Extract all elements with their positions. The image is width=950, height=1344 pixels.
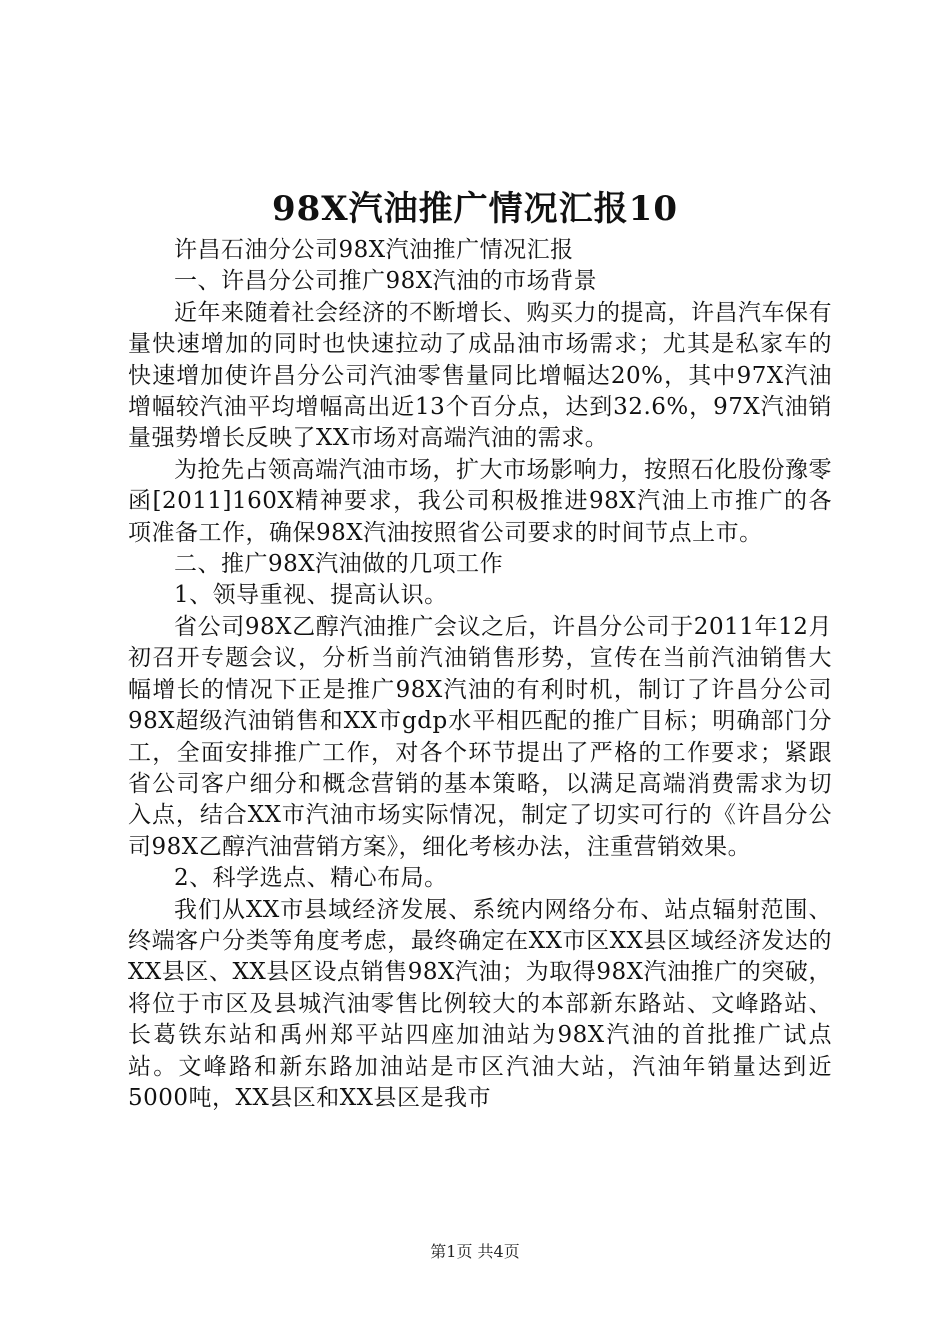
- paragraph-section-one-heading: 一、许昌分公司推广98X汽油的市场背景: [174, 268, 598, 295]
- paragraph-report-heading: 许昌石油分公司98X汽油推广情况汇报: [174, 237, 574, 263]
- paragraph-leadership-meeting: 省公司98X乙醇汽油推广会议之后，许昌分公司于2011年12月初召开专题会议，分析当前汽油销售形势，宣传在当前汽油销售大幅增长的情况下正是推广98X汽油的有利时机，制订了许昌分公司98X超级汽油销售和XX市gdp水平相匹配的推广目标；明确部门分工，全面安排推广工作，对各个环节提出了严格的工作要求；紧跟省公司客户细分和概念营销的基本策略，以满足高端消费需求为切入点，结合XX市汽油市场实际情况，制定了切实可行的《许昌分公司98X乙醇汽油营销方案》，细化考核办法，注重营销效果。: [128, 613, 832, 860]
- paragraph-item-one-heading: 1、领导重视、提高认识。: [174, 582, 448, 609]
- paragraph-preparation-work: 为抢先占领高端汽油市场，扩大市场影响力，按照石化股份豫零函[2011]160X精神要求，我公司积极推进98X汽油上市推广的各项准备工作，确保98X汽油按照省公司要求的时间节点上市。: [128, 456, 832, 546]
- paragraph-section-two-heading: 二、推广98X汽油做的几项工作: [174, 551, 504, 578]
- paragraph-site-selection: 我们从XX市县域经济发展、系统内网络分布、站点辐射范围、终端客户分类等角度考虑，最终确定在XX市区XX县区域经济发达的XX县区、XX县区设点销售98X汽油；为取得98X汽油推广的突破，将位于市区及县城汽油零售比例较大的本部新东路站、文峰路站、长葛铁东站和禹州郑平站四座加油站为98X汽油的首批推广试点站。文峰路和新东路加油站是市区汽油大站，汽油年销量达到近5000吨，XX县区和XX县区是我市: [128, 896, 832, 1111]
- document-title: 98X汽油推广情况汇报10: [271, 189, 678, 229]
- paragraph-item-two-heading: 2、科学选点、精心布局。: [174, 865, 448, 892]
- document-body: [128, 235, 832, 1114]
- paragraph-market-background: 近年来随着社会经济的不断增长、购买力的提高，许昌汽车保有量快速增加的同时也快速拉动了成品油市场需求；尤其是私家车的快速增加使许昌分公司汽油零售量同比增幅达20%，其中97X汽油增幅较汽油平均增幅高出近13个百分点，达到32.6%，97X汽油销量强势增长反映了XX市场对高端汽油的需求。: [128, 299, 832, 452]
- page-footer: 第1页 共4页: [430, 1242, 520, 1261]
